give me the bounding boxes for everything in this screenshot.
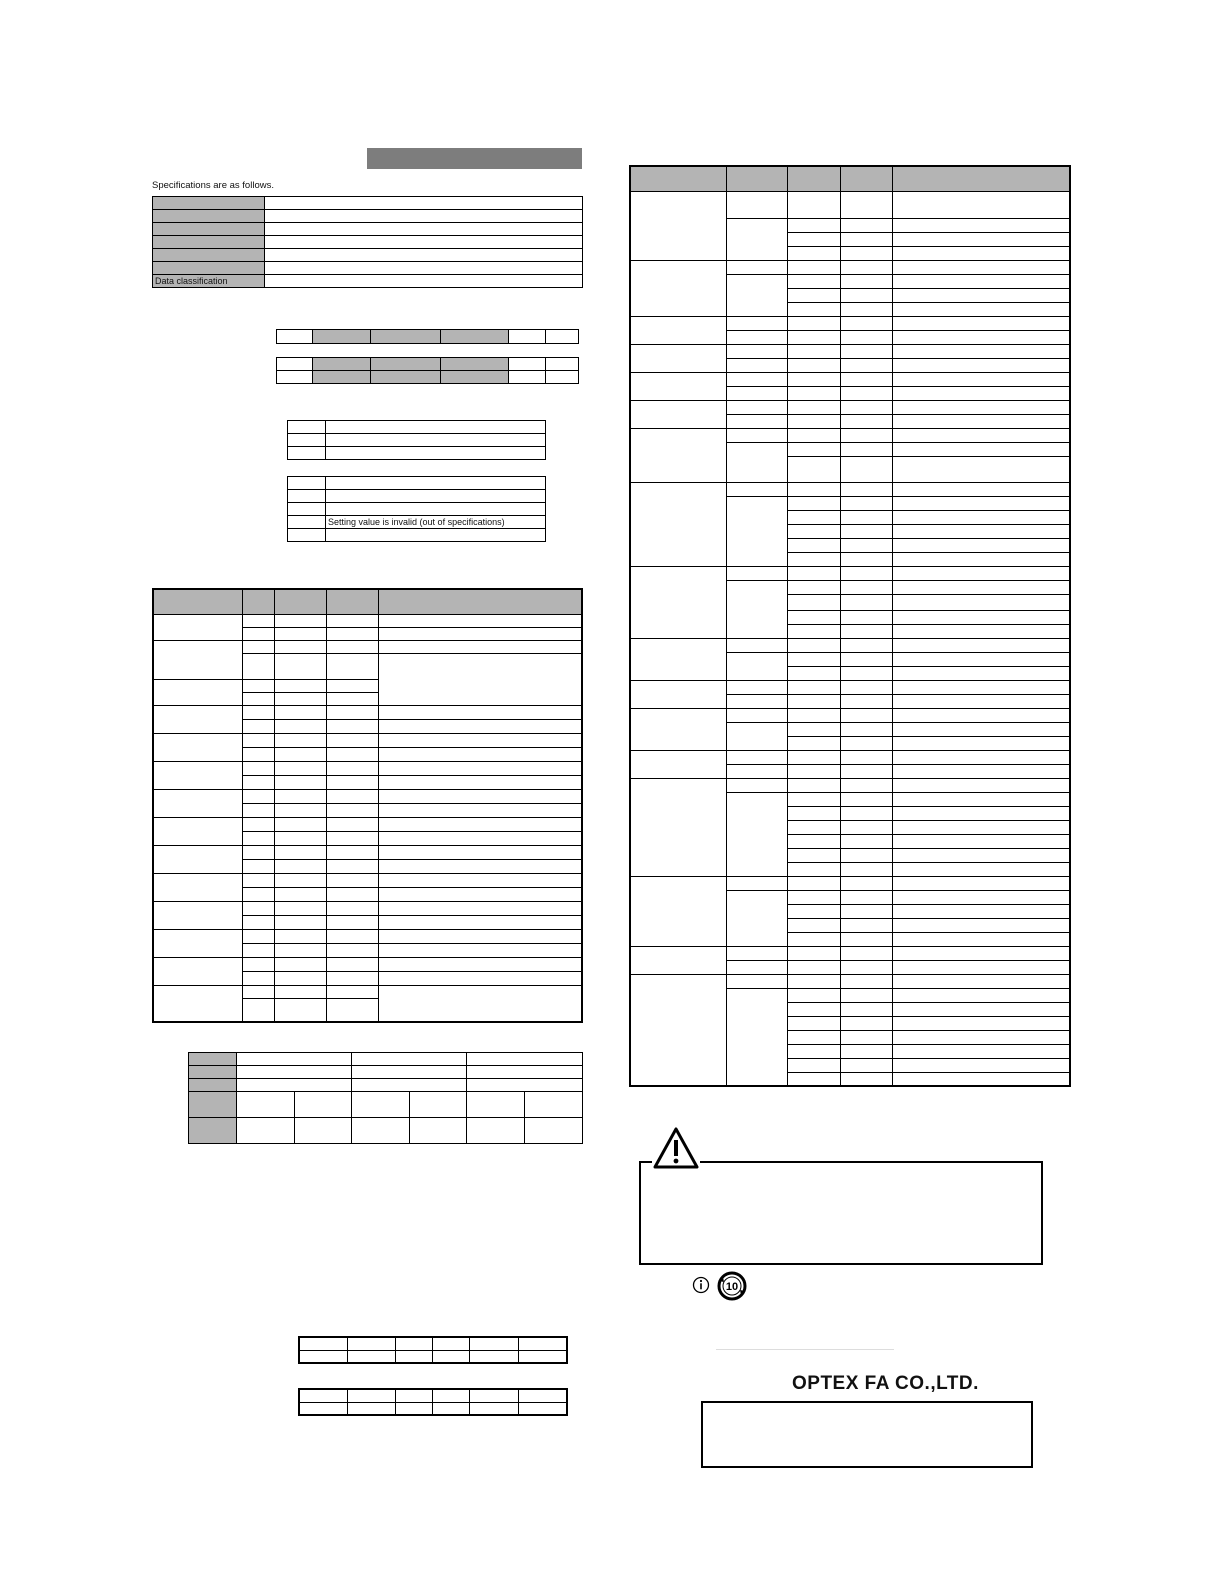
section-title-bar <box>367 148 582 169</box>
warning-triangle-icon <box>652 1126 700 1170</box>
command-table-left <box>152 588 583 1023</box>
svg-text:10: 10 <box>725 1281 739 1293</box>
code-table-1 <box>287 420 546 460</box>
info-circle-icon <box>692 1276 710 1294</box>
bottom-table-1 <box>298 1336 568 1364</box>
divider-line <box>716 1349 894 1350</box>
spec-label-data-classification: Data classification <box>153 275 265 288</box>
environment-10-icon <box>717 1271 747 1301</box>
frame-diagram-2 <box>276 357 579 384</box>
warning-box <box>639 1161 1043 1265</box>
status-code-table <box>287 476 546 542</box>
intro-text: Specifications are as follows. <box>152 180 274 191</box>
status-invalid-setting: Setting value is invalid (out of specifications) <box>326 516 546 529</box>
spec-table <box>152 196 583 288</box>
address-box <box>701 1401 1033 1468</box>
command-table-right <box>629 165 1071 1087</box>
frame-diagram-1 <box>276 329 579 344</box>
company-logo: OPTEX FA CO.,LTD. <box>792 1373 979 1394</box>
matrix-table <box>188 1052 583 1144</box>
bottom-table-2 <box>298 1388 568 1416</box>
